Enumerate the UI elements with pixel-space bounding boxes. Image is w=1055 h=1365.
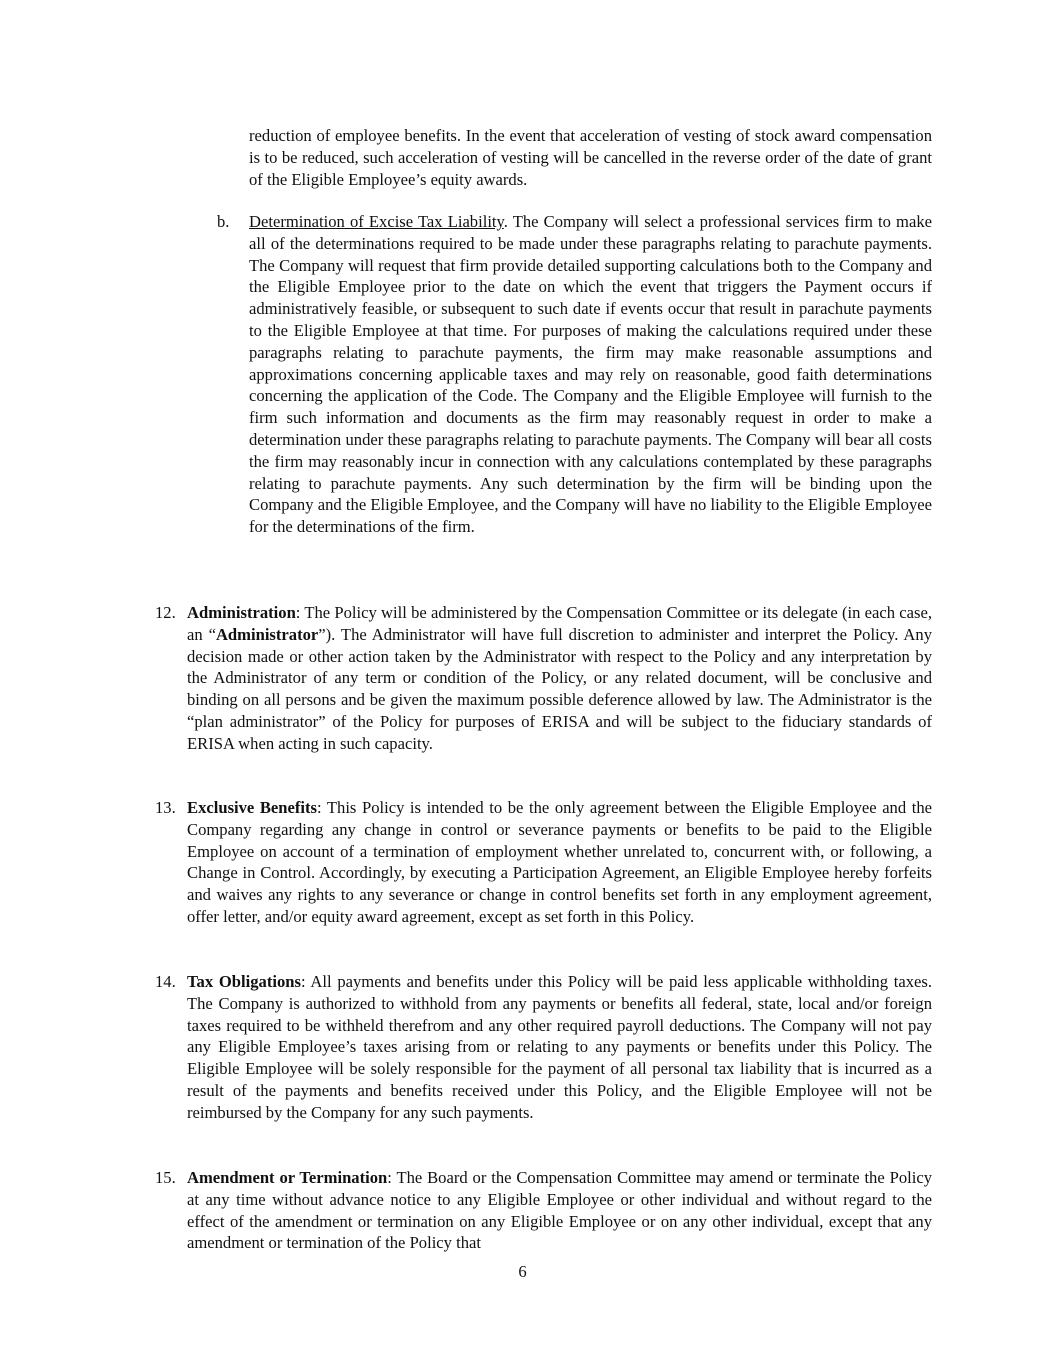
section-15-paragraph [187,1167,932,1254]
section-12-defined-term: Administrator [215,624,319,644]
section-13-paragraph [187,797,932,928]
section-14-body: : All payments and benefits under this Policy will be paid less applicable withholding taxes. The Company is authorized to withhold from any payments or benefits all federal, state, local and/or foreign taxes required to be withheld therefrom and any other required payroll deductions. The Company will not pay any Eligible Employee’s taxes arising from or relating to any payments or benefits under this Policy. The Eligible Employee will be solely responsible for the payment of all personal tax liability that is incurred as a result of the payments and benefits received under this Policy, and the Eligible Employee will not be reimbursed by the Company for any such payments. [187,972,932,1122]
section-12-text-a: : The Policy will be administered by the Compensation Committee or its delegate (in each case, an “ [187,603,932,644]
section-14-heading: Tax Obligations [187,972,301,991]
section-15-heading: Amendment or Termination [187,1168,388,1187]
subsection-b-body: . The Company will select a professional services firm to make all of the determinations required to be made under these paragraphs relating to parachute payments. The Company will request that firm provide detailed supporting calculations both to the Company and the Eligible Employee prior to the date on which the event that triggers the Payment occurs if administratively feasible, or subsequent to such date if events occur that result in parachute payments to the Eligible Employee at that time. For purposes of making the calculations required under these paragraphs relating to parachute payments, the firm may make reasonable assumptions and approximations concerning applicable taxes and may rely on reasonable, good faith determinations concerning the application of the Code. The Company and the Eligible Employee will furnish to the firm such information and documents as the firm may reasonably request in order to make a determination under these paragraphs relating to parachute payments. The Company will bear all costs the firm may reasonably incur in connection with any calculations contemplated by these paragraphs relating to parachute payments. Any such determination by the firm will be binding upon the Company and the Eligible Employee, and the Company will have no liability to the Eligible Employee for the determinations of the firm. [249,212,932,537]
section-15-body: : The Board or the Compensation Committee may amend or terminate the Policy at any time without advance notice to any Eligible Employee or other individual and without regard to the effect of the amendment or termination on any Eligible Employee or on any other individual, except that any amendment or termination of the Policy that [187,1168,932,1253]
section-12-paragraph [187,602,932,755]
section-12-heading: Administration [187,603,296,622]
section-13-heading: Exclusive Benefits [187,798,318,817]
page-number: 6 [518,1262,527,1281]
section-12-text-b: ”). The Administrator will have full discretion to administer and interpret the Policy. Any decision made or other action taken by the Administrator with respect to the Policy and any interpretation by the Administrator of any term or condition of the Policy, or any related document, will be conclusive and binding on all persons and be given the maximum possible deference allowed by law. The Administrator is the “plan administrator” of the Policy for purposes of ERISA and will be subject to the fiduciary standards of ERISA when acting in such capacity. [187,624,932,753]
section-13-number: 13. [155,798,176,817]
section-13-body: : This Policy is intended to be the only agreement between the Eligible Employee and the Company regarding any change in control or severance payments or benefits to be paid to the Eligible Employee on account of a termination of employment whether unrelated to, concurrent with, or following, a Change in Control. Accordingly, by executing a Participation Agreement, an Eligible Employee hereby forfeits and waives any rights to any severance or change in control benefits set forth in any employment agreement, offer letter, and/or equity award agreement, except as set forth in this Policy. [187,798,932,926]
continuation-paragraph: reduction of employee benefits. In the event that acceleration of vesting of stock award compensation is to be reduced, such acceleration of vesting will be cancelled in the reverse order of the date of grant of the Eligible Employee’s equity awards. [249,126,932,189]
section-12-number: 12. [155,603,176,622]
section-15-number: 15. [155,1168,176,1187]
section-14-paragraph [187,971,932,1124]
section-14-number: 14. [155,972,176,991]
subsection-b-paragraph [249,211,932,538]
subsection-b-marker: b. [217,212,230,231]
subsection-b-heading: Determination of Excise Tax Liability [249,212,504,231]
